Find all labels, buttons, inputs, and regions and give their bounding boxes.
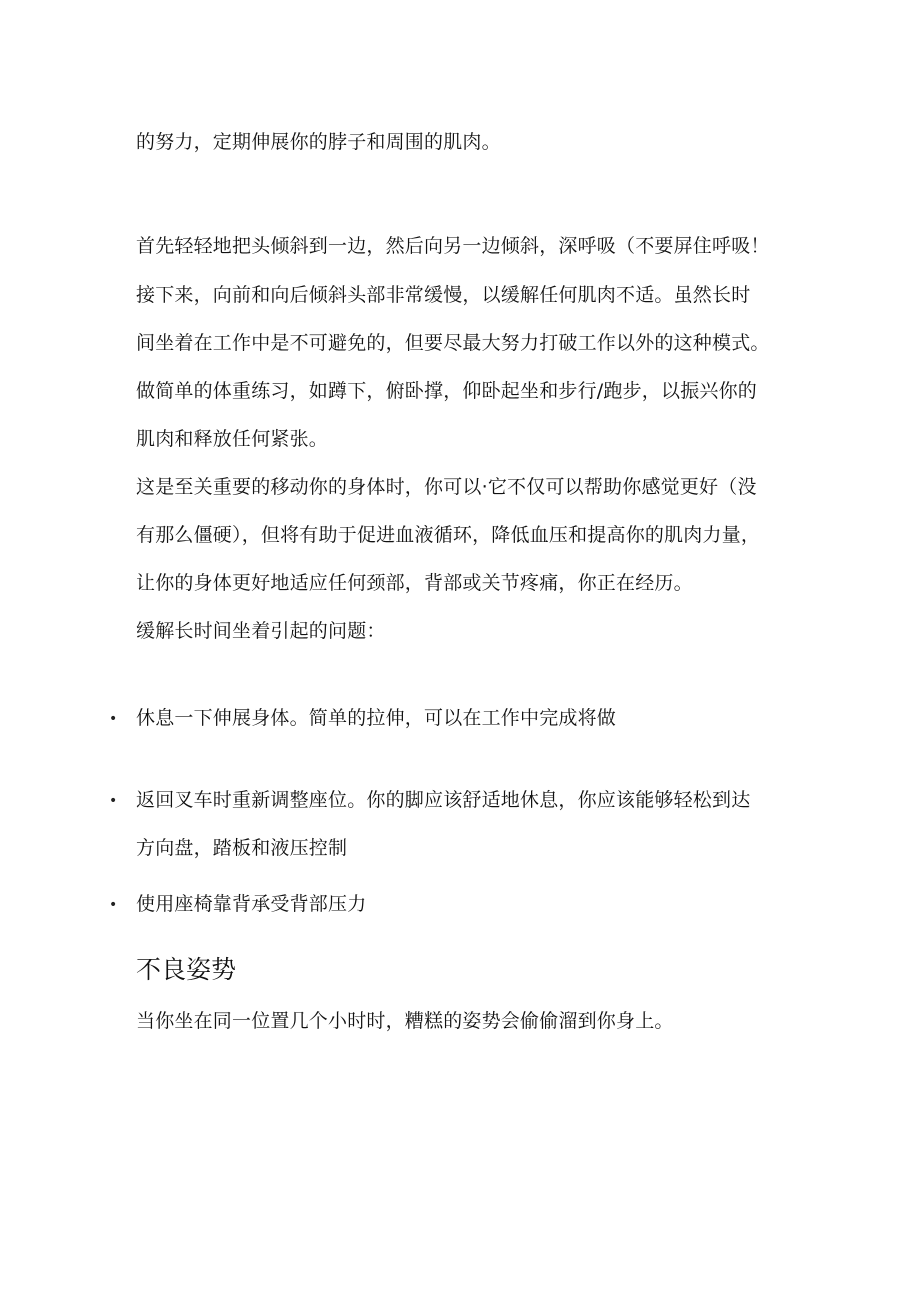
bullet-marker: • bbox=[109, 793, 118, 809]
intro-line: 缓解长时间坐着引起的问题： bbox=[136, 620, 386, 642]
paragraph-body-line-3: 让你的身体更好地适应任何颈部，背部或关节疼痛，你正在经历。 bbox=[136, 572, 693, 594]
bullet-text: 休息一下伸展身体。简单的拉伸，可以在工作中完成将做 bbox=[136, 707, 617, 729]
bullet-marker: • bbox=[109, 711, 118, 727]
section-heading: 不良姿势 bbox=[136, 955, 237, 984]
paragraph-main-line-2: 接下来，向前和向后倾斜头部非常缓慢，以缓解任何肌肉不适。虽然长时 bbox=[136, 284, 751, 306]
paragraph-main-line-3: 间坐着在工作中是不可避免的，但要尽最大努力打破工作以外的这种模式。 bbox=[136, 332, 770, 354]
paragraph-top-line: 的努力，定期伸展你的脖子和周围的肌肉。 bbox=[136, 131, 501, 153]
bullet-marker: • bbox=[109, 897, 118, 913]
bullet-text: 返回叉车时重新调整座位。你的脚应该舒适地休息，你应该能够轻松到达 bbox=[136, 789, 751, 811]
paragraph-main-line-1: 首先轻轻地把头倾斜到一边，然后向另一边倾斜，深呼吸（不要屏住呼吸！ bbox=[136, 235, 770, 257]
paragraph-main-line-4: 做简单的体重练习，如蹲下，俯卧撑，仰卧起坐和步行/跑步，以振兴你的 bbox=[136, 380, 758, 402]
paragraph-body-line-1: 这是至关重要的移动你的身体时，你可以·它不仅可以帮助你感觉更好（没 bbox=[136, 476, 757, 498]
section-text: 当你坐在同一位置几个小时时，糟糕的姿势会偷偷溜到你身上。 bbox=[136, 1010, 674, 1032]
bullet-text: 使用座椅靠背承受背部压力 bbox=[136, 893, 367, 915]
bullet-text-continued: 方向盘，踏板和液压控制 bbox=[136, 837, 348, 859]
paragraph-main-line-5: 肌肉和释放任何紧张。 bbox=[136, 428, 329, 450]
paragraph-body-line-2: 有那么僵硬），但将有助于促进血液循环，降低血压和提高你的肌肉力量， bbox=[136, 524, 761, 546]
